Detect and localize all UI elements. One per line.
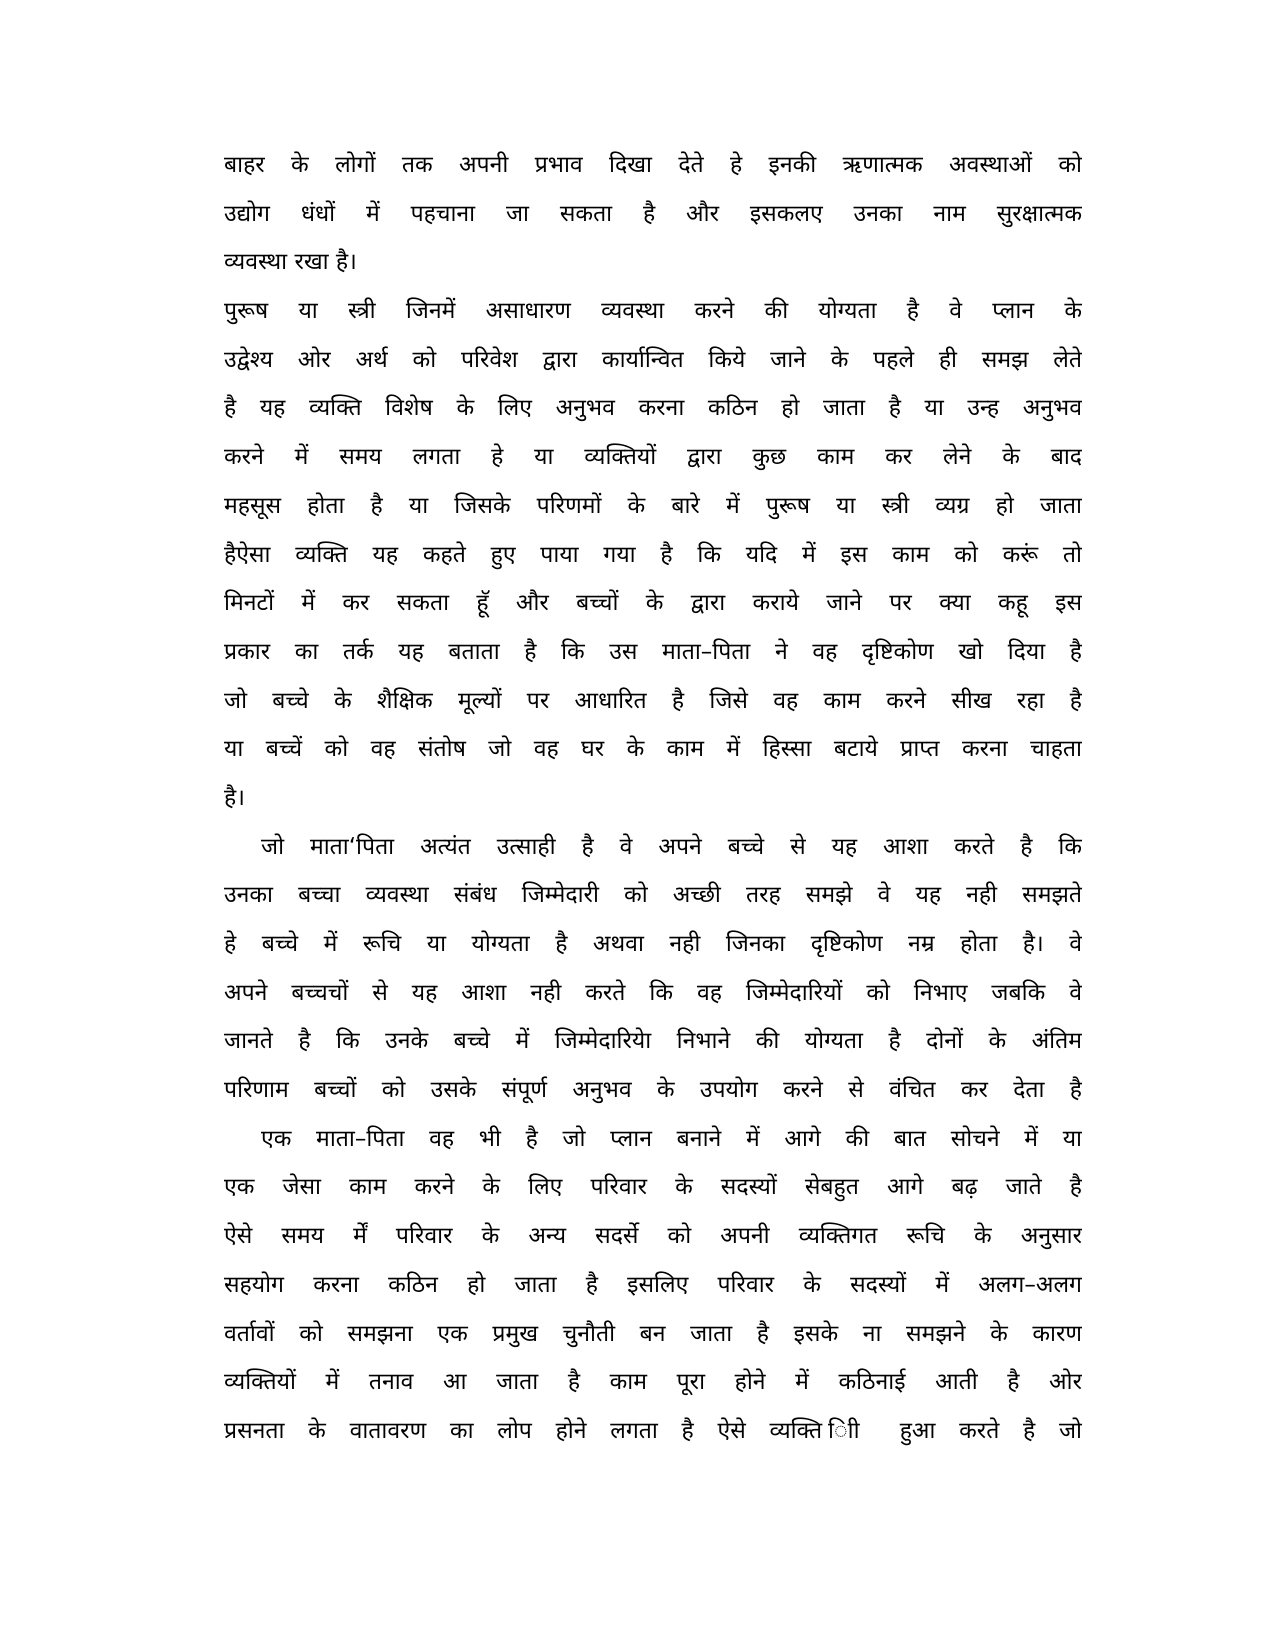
text-line: मिनटों में कर सकता हूॅ और बच्चों के द्वारा कराये जाने पर क्या कहू इस: [224, 590, 1082, 617]
text-line: उद्योग धंधों में पहचाना जा सकता है और इसकलए उनका नाम सुरक्षात्मक: [224, 200, 1082, 227]
text-line: प्रसनता के वातावरण का लोप होने लगता है ऐसे व्यक्ति ाीि हुआ करते है जो: [224, 1417, 1082, 1444]
text-line: है यह व्यक्ति विशेष के लिए अनुभव करना कठिन हो जाता है या उन्ह अनुभव: [224, 395, 1082, 422]
text-line: है।: [224, 784, 245, 811]
text-line: या बच्चें को वह संतोष जो वह घर के काम में हिस्सा बटाये प्राप्त करना चाहता: [224, 736, 1082, 763]
text-line: उनका बच्चा व्यवस्था संबंध जिम्मेदारी को अच्छी तरह समझे वे यह नही समझते: [224, 882, 1082, 909]
text-line: पुरूष या स्त्री जिनमें असाधारण व्यवस्था करने की योग्यता है वे प्लान के: [224, 298, 1082, 325]
text-line: प्रकार का तर्क यह बताता है कि उस माता–पिता ने वह दृष्टिकोण खो दिया है: [224, 638, 1082, 665]
text-line: जो माता‘पिता अत्यंत उत्साही है वे अपने बच्चे से यह आशा करते है कि: [261, 833, 1082, 860]
text-line: जानते है कि उनके बच्चे में जिम्मेदारियेा निभाने की योग्यता है दोनों के अंतिम: [224, 1028, 1082, 1055]
text-line: अपने बच्चचों से यह आशा नही करते कि वह जिम्मेदारियों को निभाए जबकि वे: [224, 979, 1082, 1006]
text-line: व्यवस्था रखा है।: [224, 249, 357, 276]
text-line: परिणाम बच्चों को उसके संपूर्ण अनुभव के उपयोग करने से वंचित कर देता है: [224, 1077, 1082, 1104]
text-line: बाहर के लोगों तक अपनी प्रभाव दिखा देते हे इनकी ऋणात्मक अवस्थाओं को: [224, 152, 1082, 178]
text-line: करने में समय लगता हे या व्यक्तियों द्वारा कुछ काम कर लेने के बाद: [224, 444, 1082, 471]
text-line: जो बच्चे के शैक्षिक मूल्यों पर आधारित है जिसे वह काम करने सीख रहा है: [224, 687, 1082, 714]
text-line: वर्तावों को समझना एक प्रमुख चुनौती बन जाता है इसके ना समझने के कारण: [224, 1320, 1082, 1347]
text-line: एक जेसा काम करने के लिए परिवार के सदस्यों सेबहुत आगे बढ़ जाते है: [224, 1174, 1082, 1201]
text-line: हैऐसा व्यक्ति यह कहते हुए पाया गया है कि यदि में इस काम को करूं तो: [224, 541, 1082, 568]
text-line: सहयोग करना कठिन हो जाता है इसलिए परिवार के सदस्यों में अलग–अलग: [224, 1271, 1082, 1298]
text-line: महसूस होता है या जिसके परिणमों के बारे में पुरूष या स्त्री व्यग्र हो जाता: [224, 492, 1082, 519]
text-line: व्यक्तियों में तनाव आ जाता है काम पूरा होने में कठिनाई आती है ओर: [224, 1369, 1082, 1396]
text-line: एक माता–पिता वह भी है जो प्लान बनाने में आगे की बात सोचने में या: [261, 1125, 1082, 1152]
text-line: ऐसे समय र्में परिवार के अन्य सदर्से को अपनी व्यक्तिगत रूचि के अनुसार: [224, 1223, 1082, 1250]
text-line: हे बच्चे में रूचि या योग्यता है अथवा नही जिनका दृष्टिकोण नम्र होता है। वे: [224, 931, 1082, 957]
document-body: [224, 141, 1082, 1456]
text-line: उद्वेश्य ओर अर्थ को परिवेश द्वारा कार्यान्वित किये जाने के पहले ही समझ लेते: [224, 346, 1082, 373]
